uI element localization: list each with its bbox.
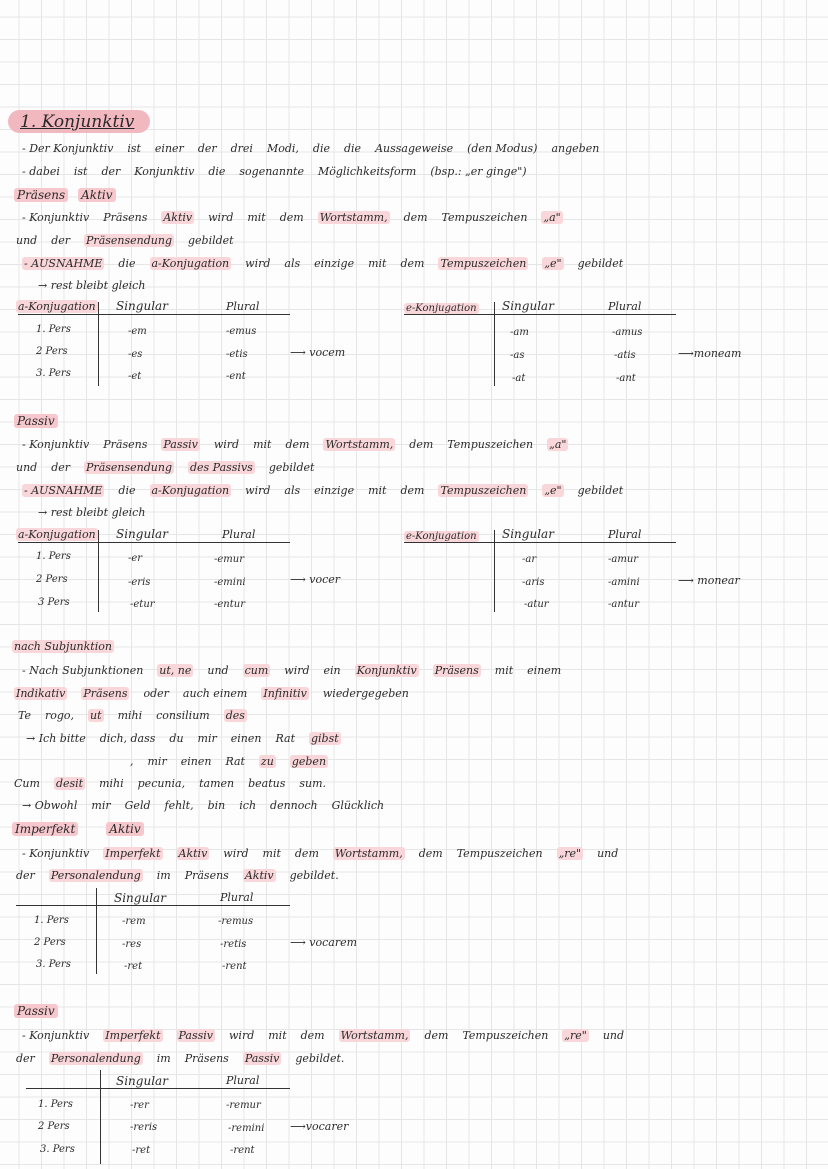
subjunktion-line-2: Indikativ Präsens oder auch einem Infinitiv wiedergegeben <box>16 687 409 700</box>
ia-r3-label: 3. Pers <box>36 959 71 970</box>
ia-vline <box>96 888 97 974</box>
praesens-aktiv-line-3: - AUSNAHME die a-Konjugation wird als einzige mit dem Tempuszeichen „e" gebildet <box>24 257 624 270</box>
pa-a-r2-label: 2 Pers <box>36 346 68 357</box>
pp-a-r2-label: 2 Pers <box>36 574 68 585</box>
ip-r2-sing: -reris <box>130 1122 158 1133</box>
pa-a-r1-plur: -emus <box>226 326 257 337</box>
pa-a-r2-sing: -es <box>128 349 143 360</box>
subjunktion-line-1: - Nach Subjunktionen ut, ne und cum wird ein Konjunktiv Präsens mit einem <box>22 664 562 677</box>
ip-vline <box>100 1070 101 1164</box>
ip-hline <box>26 1088 290 1089</box>
pa-e-r3-plur: -ant <box>616 373 636 384</box>
pp-a-r1-label: 1. Pers <box>36 551 71 562</box>
pa-a-header-label: a-Konjugation <box>18 300 96 313</box>
ia-r2-label: 2 Pers <box>34 937 66 948</box>
pp-a-r1-plur: -emur <box>214 554 244 565</box>
pa-e-hline <box>404 314 676 315</box>
ia-hline <box>16 905 290 906</box>
pa-a-r1-sing: -em <box>128 326 147 337</box>
imperfekt-aktiv-line-2: der Personalendung im Präsens Aktiv gebildet. <box>16 869 339 882</box>
praesens-label: Präsens Aktiv <box>14 188 116 202</box>
pa-e-r2-sing: -as <box>510 350 525 361</box>
praesens-passiv-line-1: - Konjunktiv Präsens Passiv wird mit dem Wortstamm, dem Tempuszeichen „a" <box>22 438 567 451</box>
ip-r1-sing: -rer <box>130 1100 149 1111</box>
pa-a-header-plur: Plural <box>226 300 260 313</box>
subjunktion-line-6: Cum desit mihi pecunia, tamen beatus sum. <box>14 777 327 790</box>
praesens-aktiv-line-4: → rest bleibt gleich <box>38 279 146 292</box>
ip-r3-plur: -rent <box>230 1145 255 1156</box>
subjunktion-line-5: , mir einen Rat zu geben <box>130 755 327 768</box>
pp-e-hline <box>404 542 676 543</box>
pp-e-header-plur: Plural <box>608 528 642 541</box>
praesens-aktiv-line-1: - Konjunktiv Präsens Aktiv wird mit dem Wortstamm, dem Tempuszeichen „a" <box>22 211 561 224</box>
pp-a-header-label: a-Konjugation <box>18 528 96 541</box>
pp-e-header-sing: Singular <box>502 527 554 541</box>
pp-a-r2-plur: -emini <box>214 577 246 588</box>
subjunktion-label: nach Subjunktion <box>14 640 112 653</box>
ip-r2-label: 2 Pers <box>38 1121 70 1132</box>
subjunktion-line-3: Te rogo, ut mihi consilium des <box>18 709 245 722</box>
imperfekt-label: Imperfekt Aktiv <box>12 822 144 836</box>
imperfekt-passiv-line-2: der Personalendung im Präsens Passiv gebildet. <box>16 1052 345 1065</box>
pp-a-r3-sing: -etur <box>130 599 155 610</box>
ip-header-plur: Plural <box>226 1074 260 1087</box>
pp-e-r2-sing: -aris <box>522 577 545 588</box>
pp-e-r3-sing: -atur <box>524 599 549 610</box>
intro-line-2: - dabei ist der Konjunktiv die sogenannte Möglichkeitsform (bsp.: „er ginge") <box>22 165 527 178</box>
pa-e-r3-sing: -at <box>512 373 526 384</box>
pa-a-example: ⟶ vocem <box>290 346 346 359</box>
ip-r3-label: 3. Pers <box>40 1144 75 1155</box>
pp-e-vline <box>494 530 495 612</box>
pa-e-header-plur: Plural <box>608 300 642 313</box>
ip-r1-plur: -remur <box>226 1100 261 1111</box>
page-title: 1. Konjunktiv <box>8 110 150 133</box>
pp-e-header-label: e-Konjugation <box>406 531 477 542</box>
pp-a-header-sing: Singular <box>116 527 168 541</box>
imperfekt-passiv-label: Passiv <box>14 1004 58 1018</box>
pa-a-header-sing: Singular <box>116 299 168 313</box>
praesens-passiv-line-2: und der Präsensendung des Passivs gebildet <box>16 461 315 474</box>
ia-r2-plur: -retis <box>220 939 247 950</box>
ip-header-sing: Singular <box>116 1074 168 1088</box>
pp-e-example: ⟶ monear <box>678 574 740 587</box>
praesens-passiv-label: Passiv <box>14 414 58 428</box>
pa-e-header-sing: Singular <box>502 299 554 313</box>
pa-e-header-label: e-Konjugation <box>406 303 477 314</box>
pa-a-r1-label: 1. Pers <box>36 324 71 335</box>
pp-a-r2-sing: -eris <box>128 577 151 588</box>
praesens-passiv-line-3: - AUSNAHME die a-Konjugation wird als einzige mit dem Tempuszeichen „e" gebildet <box>24 484 624 497</box>
ia-r2-sing: -res <box>122 939 142 950</box>
pp-a-r3-plur: -entur <box>214 599 245 610</box>
pa-a-vline <box>98 302 99 386</box>
pp-a-header-plur: Plural <box>222 528 256 541</box>
ip-r1-label: 1. Pers <box>38 1099 73 1110</box>
pa-e-r1-plur: -amus <box>612 327 643 338</box>
ia-header-plur: Plural <box>220 891 254 904</box>
pa-e-vline <box>494 302 495 386</box>
pp-e-r3-plur: -antur <box>608 599 640 610</box>
pa-e-r1-sing: -am <box>510 327 529 338</box>
pp-e-r2-plur: -amini <box>608 577 640 588</box>
ia-r1-plur: -remus <box>218 916 254 927</box>
pp-a-example: ⟶ vocer <box>290 573 341 586</box>
pp-a-hline <box>18 542 290 543</box>
ia-r1-label: 1. Pers <box>34 915 69 926</box>
pa-e-r2-plur: -atis <box>614 350 636 361</box>
pa-e-example: ⟶moneam <box>678 347 742 360</box>
pa-a-r3-plur: -ent <box>226 371 246 382</box>
pp-e-r1-plur: -amur <box>608 554 639 565</box>
subjunktion-line-7: → Obwohl mir Geld fehlt, bin ich dennoch Glücklich <box>22 799 385 812</box>
ia-r3-sing: -ret <box>124 961 143 972</box>
ip-r2-plur: -remini <box>228 1123 265 1134</box>
imperfekt-passiv-line-1: - Konjunktiv Imperfekt Passiv wird mit dem Wortstamm, dem Tempuszeichen „re" und <box>22 1029 625 1042</box>
intro-line-1: - Der Konjunktiv ist einer der drei Modi, die die Aussageweise (den Modus) angeben <box>22 142 600 155</box>
ia-r1-sing: -rem <box>122 916 146 927</box>
ip-r3-sing: -ret <box>132 1145 151 1156</box>
praesens-aktiv-line-2: und der Präsensendung gebildet <box>16 234 234 247</box>
ia-r3-plur: -rent <box>222 961 247 972</box>
ia-example: ⟶ vocarem <box>290 936 358 949</box>
ia-header-sing: Singular <box>114 891 166 905</box>
pa-a-hline <box>18 314 290 315</box>
ip-example: ⟶vocarer <box>290 1120 349 1133</box>
pa-a-r3-sing: -et <box>128 371 142 382</box>
subjunktion-line-4: → Ich bitte dich, dass du mir einen Rat gibst <box>26 732 339 745</box>
pp-a-r3-label: 3 Pers <box>38 597 70 608</box>
imperfekt-aktiv-line-1: - Konjunktiv Imperfekt Aktiv wird mit dem Wortstamm, dem Tempuszeichen „re" und <box>22 847 619 860</box>
pp-a-r1-sing: -er <box>128 553 143 564</box>
pa-a-r2-plur: -etis <box>226 349 248 360</box>
pa-a-r3-label: 3. Pers <box>36 368 71 379</box>
pp-a-vline <box>98 530 99 612</box>
pp-e-r1-sing: -ar <box>522 554 537 565</box>
praesens-passiv-line-4: → rest bleibt gleich <box>38 506 146 519</box>
